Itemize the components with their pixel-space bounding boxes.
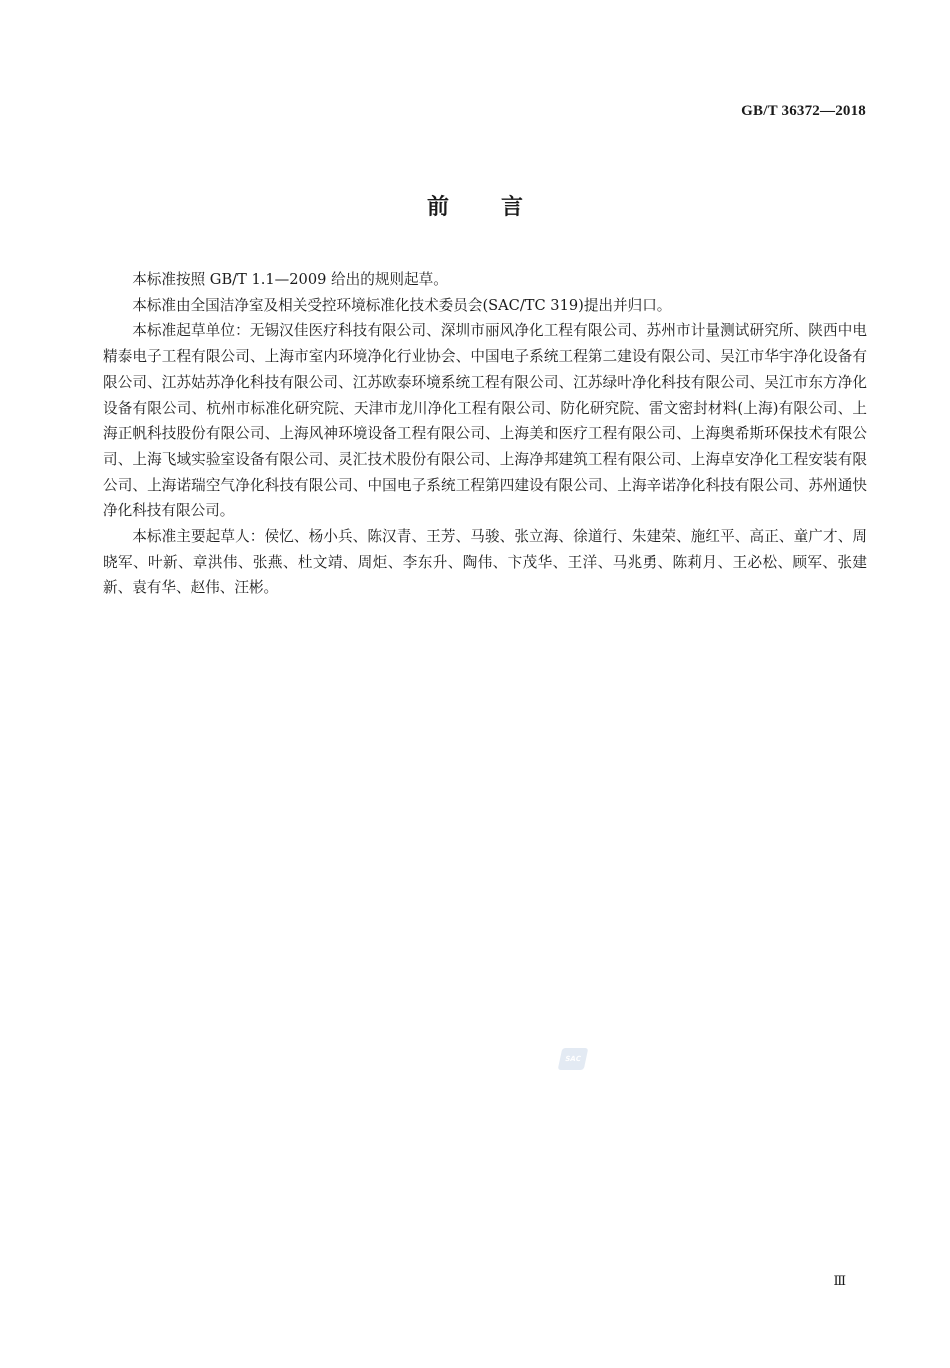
paragraph-main-drafters: 本标准主要起草人：侯忆、杨小兵、陈汉青、王芳、马骏、张立海、徐道行、朱建荣、施红平、高正、童广才、周晓军、叶新、章洪伟、张燕、杜文靖、周炬、李东升、陶伟、卞茂华、王洋、马兆勇、陈莉月、王必松、顾军、张建新、袁有华、赵伟、汪彬。 (103, 528, 867, 597)
paragraph-proposer: 本标准由全国洁净室及相关受控环境标准化技术委员会(SAC/TC 319)提出并归口。 (132, 296, 672, 314)
paragraph-drafting-rules: 本标准按照 GB/T 1.1—2009 给出的规则起草。 (132, 271, 448, 288)
preface-body (103, 267, 867, 601)
standard-code: GB/T 36372—2018 (741, 103, 866, 119)
paragraph-drafting-units: 本标准起草单位：无锡汉佳医疗科技有限公司、深圳市丽风净化工程有限公司、苏州市计量测试研究所、陕西中电精泰电子工程有限公司、上海市室内环境净化行业协会、中国电子系统工程第二建设有限公司、吴江市华宇净化设备有限公司、江苏姑苏净化科技有限公司、江苏欧泰环境系统工程有限公司、江苏绿叶净化科技有限公司、吴江市东方净化设备有限公司、杭州市标准化研究院、天津市龙川净化工程有限公司、防化研究院、雷文密封材料(上海)有限公司、上海正帆科技股份有限公司、上海风神环境设备工程有限公司、上海美和医疗工程有限公司、上海奥希斯环保技术有限公司、上海飞域实验室设备有限公司、灵汇技术股份有限公司、上海净邦建筑工程有限公司、上海卓安净化工程安装有限公司、上海诺瑞空气净化科技有限公司、中国电子系统工程第四建设有限公司、上海辛诺净化科技有限公司、苏州通快净化科技有限公司。 (103, 322, 867, 520)
page-title: 前言 (426, 195, 575, 220)
page-number: Ⅲ (833, 1273, 846, 1288)
sac-watermark-logo: SAC (558, 1048, 589, 1070)
